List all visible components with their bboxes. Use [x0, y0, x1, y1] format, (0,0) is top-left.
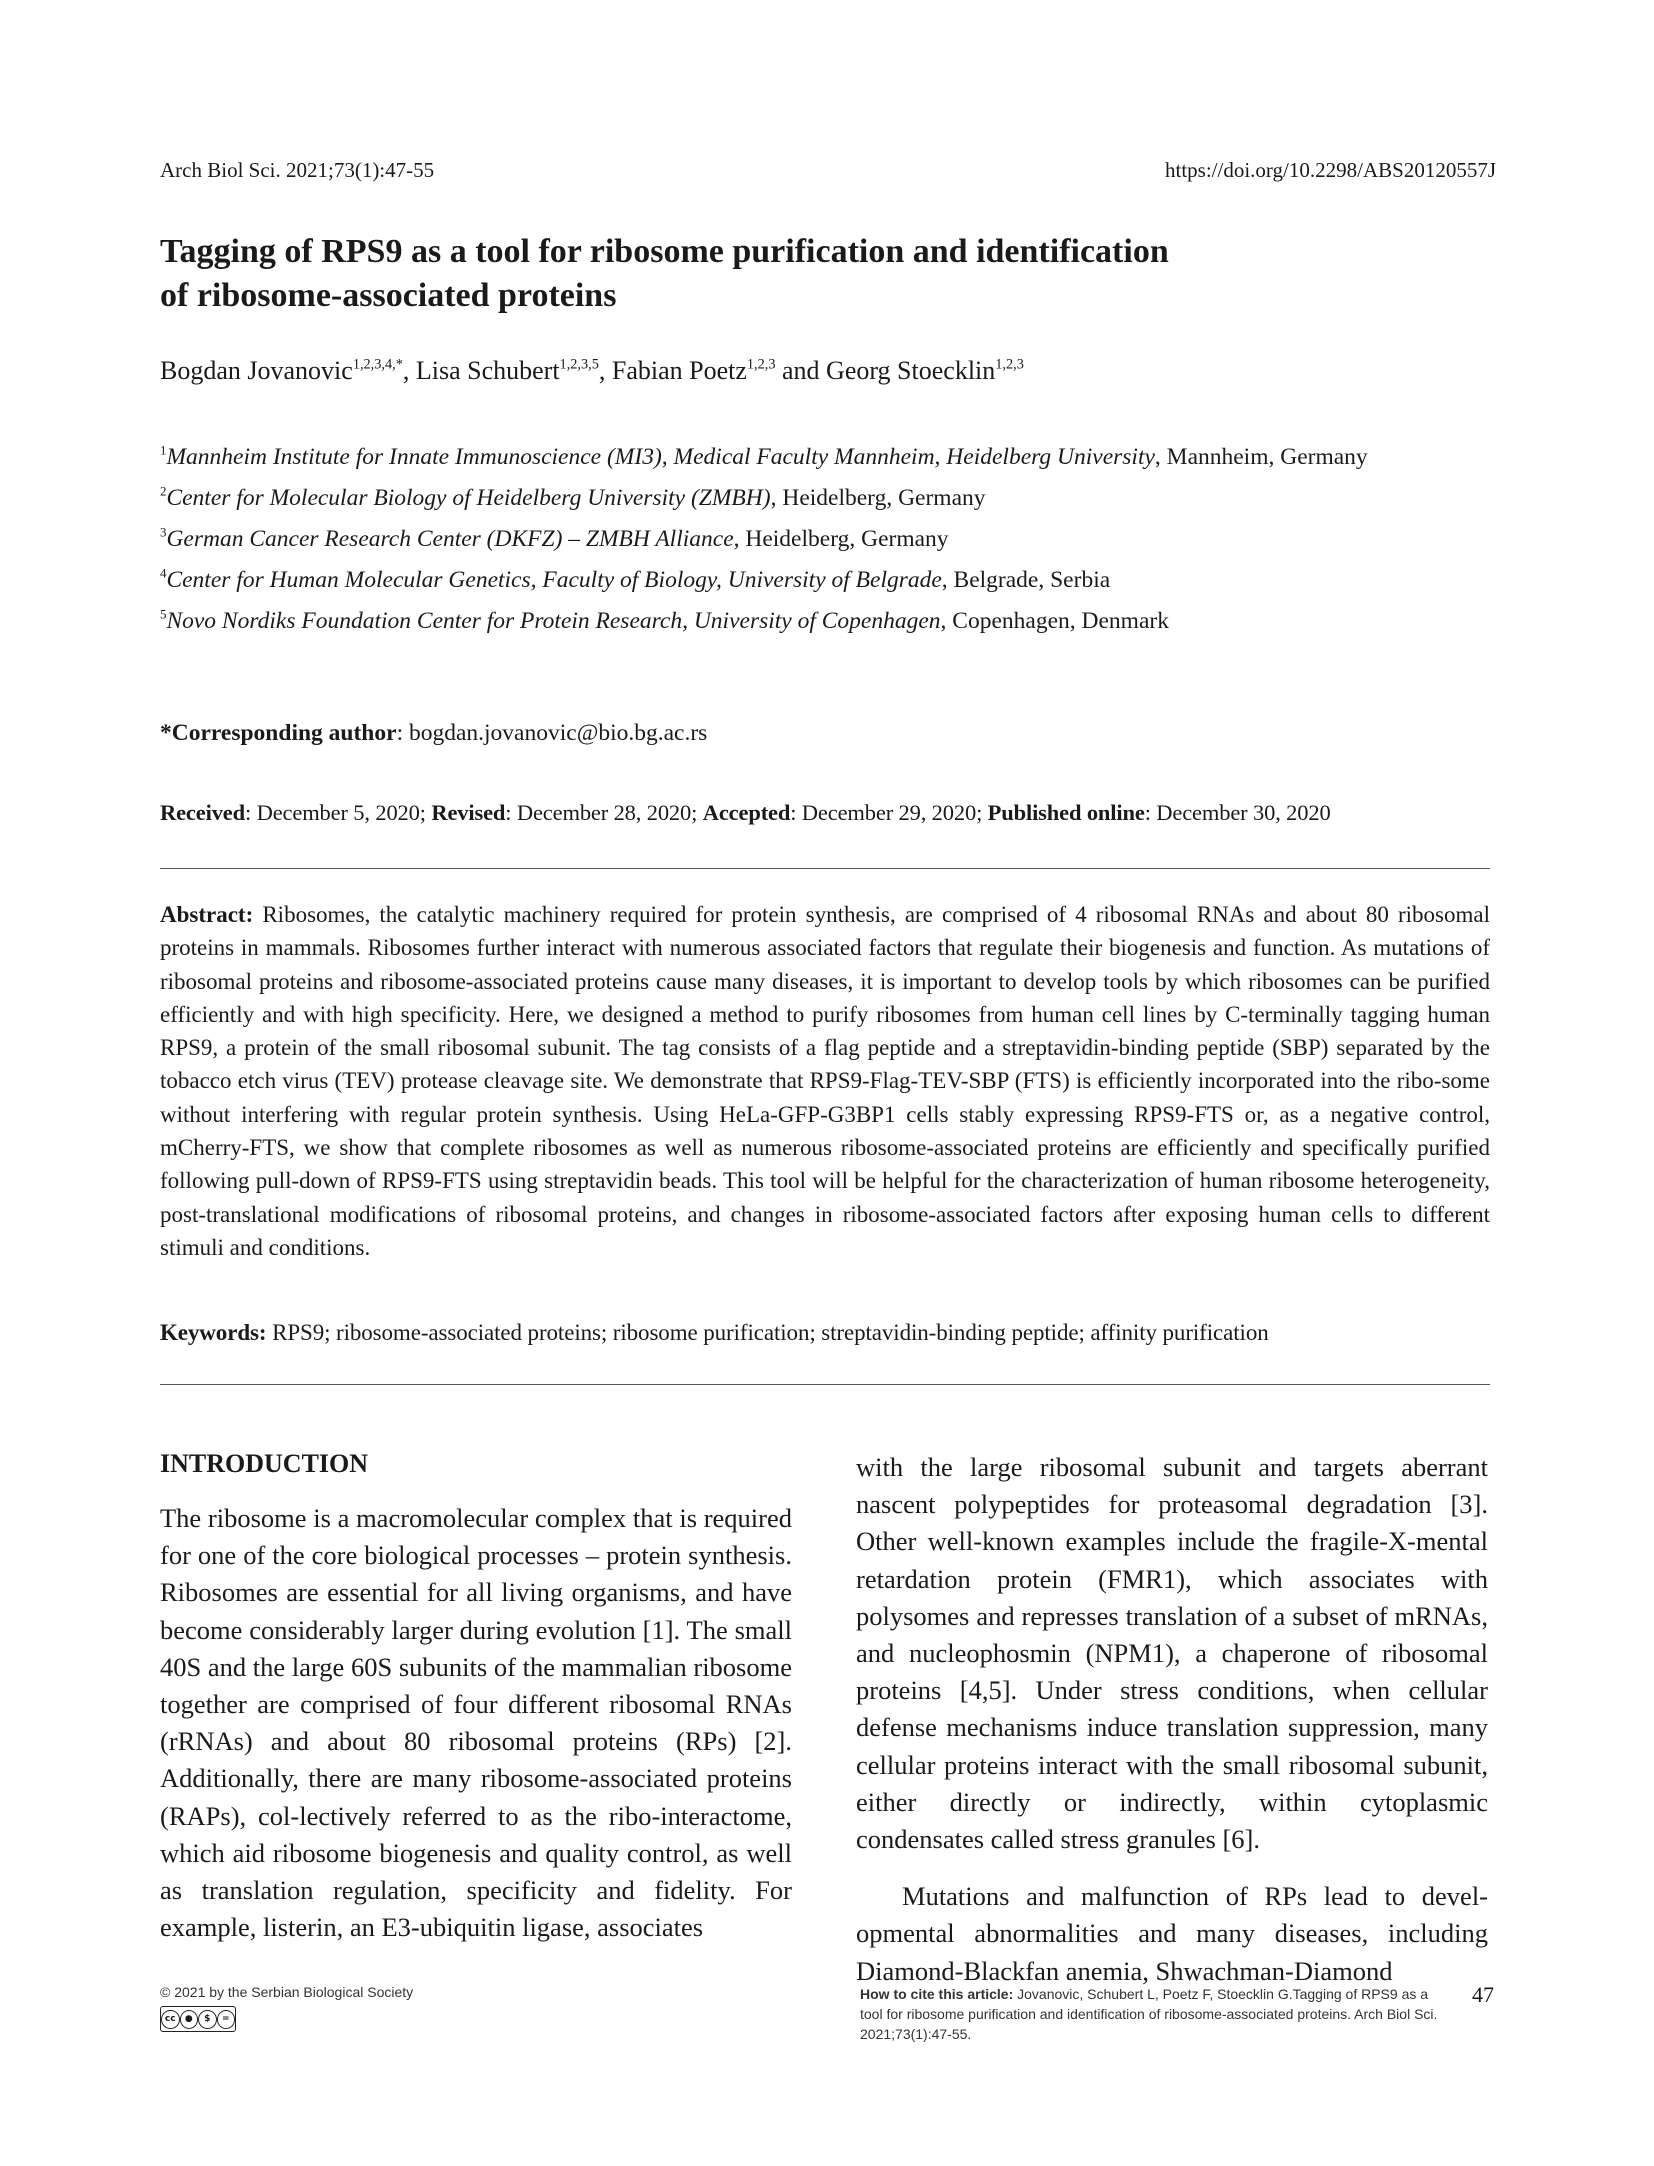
- affiliation-institution: German Cancer Research Center (DKFZ) – ZMBH Alliance: [166, 526, 734, 552]
- left-column: [160, 1448, 792, 1946]
- author-name: Fabian Poetz: [611, 356, 747, 385]
- keywords-label: Keywords:: [160, 1320, 267, 1345]
- title-line-2: of ribosome-associated proteins: [160, 277, 617, 314]
- revised-label: Revised: [431, 800, 506, 825]
- how-to-cite: [860, 1984, 1440, 2044]
- affiliation-location: , Belgrade, Serbia: [941, 567, 1111, 593]
- affiliation-location: , Heidelberg, Germany: [733, 526, 949, 552]
- affiliation-location: , Copenhagen, Denmark: [940, 608, 1169, 634]
- received-label: Received: [160, 800, 246, 825]
- affiliation-location: , Mannheim, Germany: [1154, 444, 1368, 470]
- affiliation-number: 3: [160, 524, 167, 540]
- published-date: : December 30, 2020: [1144, 800, 1331, 825]
- keywords: [160, 1320, 1269, 1346]
- by-icon: ●: [180, 2010, 199, 2029]
- author-name: Georg Stoecklin: [826, 356, 996, 385]
- keywords-text: RPS9; ribosome-associated proteins; ribosome purification; streptavidin-binding peptide; affinity purification: [266, 1320, 1269, 1345]
- cc-icon: cc: [161, 2010, 180, 2029]
- affiliation-location: , Heidelberg, Germany: [770, 485, 986, 511]
- received-date: : December 5, 2020;: [245, 800, 432, 825]
- affiliation-number: 4: [160, 565, 167, 581]
- accepted-label: Accepted: [702, 800, 791, 825]
- affiliation-item: [160, 481, 1500, 515]
- divider-top: [160, 868, 1490, 869]
- affiliation-institution: Mannheim Institute for Innate Immunoscience (MI3), Medical Faculty Mannheim, Heidelberg University: [166, 444, 1155, 470]
- intro-paragraph-2: with the large ribosomal subunit and targets aberrant nascent polypeptides for proteasomal degradation [3]. Other well-known examples include the fragile-X-mental retardation protein (FMR1), which associates with polysomes and represses translation of a subset of mRNAs, and nucleophosmin (NPM1), a chaperone of ribosomal proteins [4,5]. Under stress conditions, when cellular defense mechanisms induce translation suppression, many cellular proteins interact with the small ribosomal subunit, either directly or indirectly, within cytoplasmic condensates called stress granules [6].: [856, 1452, 1488, 1855]
- intro-paragraph-3: Mutations and malfunction of RPs lead to devel-opmental abnormalities and many diseases, including Diamond-Blackfan anemia, Shwachman-Diamond: [856, 1881, 1488, 1986]
- how-to-cite-text: Jovanovic, Schubert L, Poetz F, Stoecklin G.Tagging of RPS9 as a tool for ribosome purification and identification of ribosome-associated proteins. Arch Biol Sci. 2021;73(1):47-55.: [860, 1986, 1438, 2042]
- author-separator: ,: [598, 356, 612, 385]
- title-line-1: Tagging of RPS9 as a tool for ribosome purification and identification: [160, 233, 1169, 270]
- article-dates: [160, 800, 1331, 826]
- author-name: Bogdan Jovanovic: [160, 356, 353, 385]
- corresponding-author-label: *Corresponding author: [160, 720, 397, 746]
- author-separator: and: [775, 356, 827, 385]
- affiliation-number: 2: [160, 483, 167, 499]
- journal-citation-header: Arch Biol Sci. 2021;73(1):47-55: [160, 158, 435, 182]
- page-number: 47: [1472, 1982, 1494, 2007]
- copyright-notice: © 2021 by the Serbian Biological Society: [160, 1984, 414, 2000]
- article-title: [160, 230, 1500, 318]
- affiliation-institution: Novo Nordiks Foundation Center for Protein Research, University of Copenhagen: [166, 608, 941, 634]
- section-heading-introduction: INTRODUCTION: [160, 1449, 369, 1478]
- author-name: Lisa Schubert: [415, 356, 560, 385]
- abstract-label: Abstract:: [160, 902, 254, 927]
- author-affiliation-marks: 1,2,3,5: [559, 356, 599, 373]
- author-affiliation-marks: 1,2,3: [746, 356, 776, 373]
- revised-date: : December 28, 2020;: [505, 800, 703, 825]
- divider-bottom: [160, 1384, 1490, 1385]
- intro-paragraph-1: The ribosome is a macromolecular complex that is required for one of the core biological processes – protein synthesis. Ribosomes are essential for all living organisms, and have become considerably larger during evolution [1]. The small 40S and the large 60S subunits of the mammalian ribosome together are comprised of four different ribosomal RNAs (rRNAs) and about 80 ribosomal proteins (RPs) [2]. Additionally, there are many ribosome-associated proteins (RAPs), col-lectively referred to as the ribo-interactome, which aid ribosome biogenesis and quality control, as well as translation regulation, specificity and fidelity. For example, listerin, an E3-ubiquitin ligase, associates: [160, 1503, 792, 1943]
- creative-commons-license-badge[interactable]: [160, 2006, 236, 2032]
- abstract: [160, 898, 1490, 1264]
- affiliation-number: 5: [160, 606, 167, 622]
- author-separator: ,: [402, 356, 416, 385]
- affiliation-number: 1: [160, 442, 167, 458]
- author-affiliation-marks: 1,2,3: [995, 356, 1024, 373]
- nc-icon: $: [198, 2010, 217, 2029]
- accepted-date: : December 29, 2020;: [790, 800, 988, 825]
- affiliation-item: [160, 522, 1500, 556]
- abstract-text: Ribosomes, the catalytic machinery required for protein synthesis, are comprised of 4 ribosomal RNAs and about 80 ribosomal proteins in mammals. Ribosomes further interact with numerous associated factors that regulate their biogenesis and function. As mutations of ribosomal proteins and ribosome-associated proteins cause many diseases, it is important to develop tools by which ribosomes can be purified efficiently and with high specificity. Here, we designed a method to purify ribosomes from human cell lines by C-terminally tagging human RPS9, a protein of the small ribosomal subunit. The tag consists of a flag peptide and a streptavidin-binding peptide (SBP) separated by the tobacco etch virus (TEV) protease cleavage site. We demonstrate that RPS9-Flag-TEV-SBP (FTS) is efficiently incorporated into the ribo-some without interfering with regular protein synthesis. Using HeLa-GFP-G3BP1 cells stably expressing RPS9-FTS or, as a negative control, mCherry-FTS, we show that complete ribosomes as well as numerous ribosome-associated proteins are efficiently and specifically purified following pull-down of RPS9-FTS using streptavidin beads. This tool will be helpful for the characterization of human ribosome heterogeneity, post-translational modifications of ribosomal proteins, and changes in ribosome-associated factors after exposing human cells to different stimuli and conditions.: [160, 902, 1490, 1260]
- author-affiliation-marks: 1,2,3,4,*: [352, 356, 403, 373]
- affiliation-item: [160, 604, 1500, 638]
- right-column: [856, 1449, 1488, 1990]
- affiliation-institution: Center for Molecular Biology of Heidelberg University (ZMBH): [166, 485, 771, 511]
- doi-link[interactable]: https://doi.org/10.2298/ABS20120557J: [1165, 158, 1496, 182]
- how-to-cite-label: How to cite this article:: [860, 1986, 1014, 2002]
- affiliation-item: [160, 440, 1500, 474]
- affiliation-institution: Center for Human Molecular Genetics, Faculty of Biology, University of Belgrade: [166, 567, 942, 593]
- published-label: Published online: [987, 800, 1145, 825]
- affiliation-list: [160, 440, 1500, 645]
- corresponding-author-email[interactable]: : bogdan.jovanovic@bio.bg.ac.rs: [396, 720, 708, 746]
- affiliation-item: [160, 563, 1500, 597]
- nd-icon: =: [217, 2010, 236, 2029]
- author-list: [160, 356, 1024, 386]
- corresponding-author: [160, 720, 707, 747]
